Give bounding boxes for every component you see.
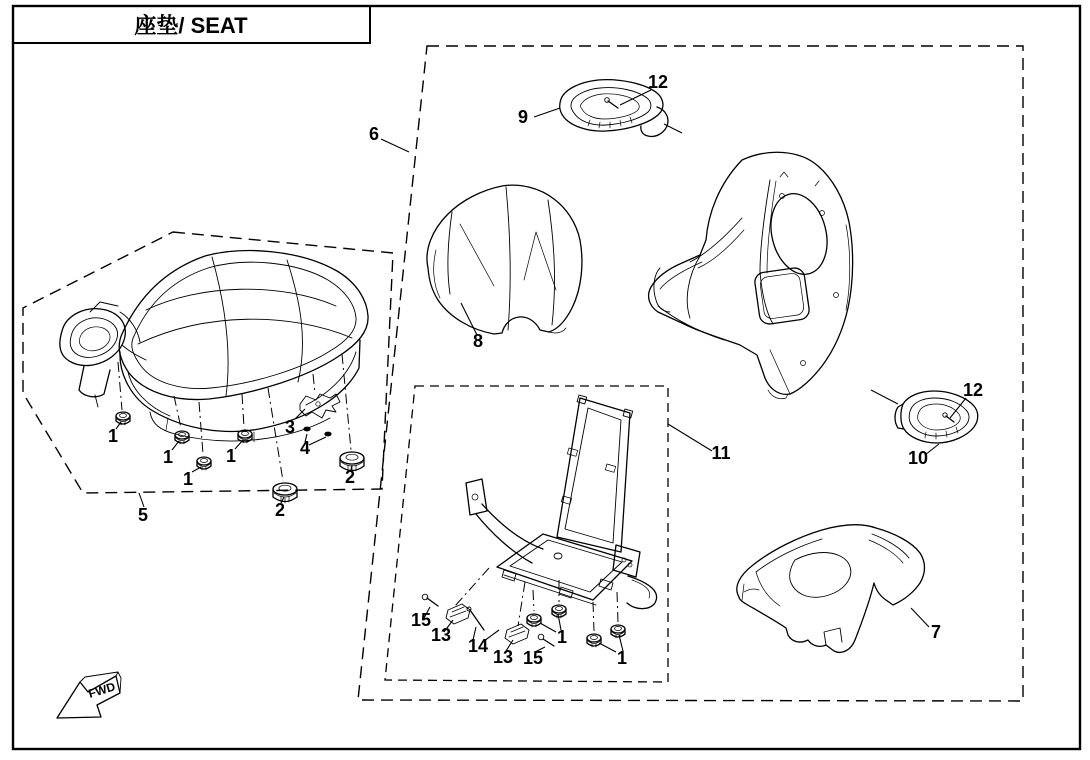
bolt-15 xyxy=(543,639,554,646)
callout-15: 15 xyxy=(522,648,544,668)
callout-2: 2 xyxy=(274,500,286,520)
seat-cushion-drawing xyxy=(119,251,368,442)
callout-1: 1 xyxy=(556,627,568,647)
seat-frame-drawing xyxy=(466,395,657,609)
nut-part4 xyxy=(324,432,331,437)
nut-part4 xyxy=(303,427,310,432)
callout-6: 6 xyxy=(368,124,380,144)
callout-11: 11 xyxy=(711,443,731,463)
callout-1: 1 xyxy=(182,469,194,489)
callout-5: 5 xyxy=(137,505,149,525)
callout-1: 1 xyxy=(225,446,237,466)
mount-cap-1 xyxy=(587,634,601,647)
page-border xyxy=(13,6,1080,749)
bolt-15 xyxy=(427,598,438,606)
frame-box xyxy=(385,386,712,682)
callout-2: 2 xyxy=(344,467,356,487)
component-box xyxy=(358,46,1023,701)
page-title: 座垫/ SEAT xyxy=(134,13,248,38)
fwd-arrow xyxy=(57,672,121,718)
callout-1: 1 xyxy=(107,426,119,446)
callout-7: 7 xyxy=(930,622,942,642)
mount-cap-1 xyxy=(611,625,625,638)
latch-part-drawing xyxy=(300,394,340,436)
grab-handle-right-drawing xyxy=(871,390,978,455)
callout-12: 12 xyxy=(962,380,984,400)
mount-cap-1 xyxy=(527,614,541,627)
callout-10: 10 xyxy=(907,448,929,468)
frame-box-boundary xyxy=(385,386,668,682)
callout-3: 3 xyxy=(284,417,296,437)
mount-cap-1 xyxy=(175,431,189,444)
callout-12: 12 xyxy=(647,72,669,92)
fwd-label: FWD xyxy=(86,679,117,701)
callout-13: 13 xyxy=(430,625,452,645)
callout-4: 4 xyxy=(299,438,311,458)
callout-1: 1 xyxy=(616,648,628,668)
mount-cap-1 xyxy=(116,412,130,425)
backrest-cushion-drawing xyxy=(427,185,582,335)
callout-14: 14 xyxy=(467,636,489,656)
seat-cover-drawing xyxy=(737,525,929,653)
callout-1: 1 xyxy=(162,447,174,467)
callout-15: 15 xyxy=(410,610,432,630)
callout-9: 9 xyxy=(517,107,529,127)
pointer-lines-frame xyxy=(424,607,623,652)
front-rack-drawing xyxy=(60,302,146,407)
callout-13: 13 xyxy=(492,647,514,667)
pin-14 xyxy=(470,610,484,630)
callout-8: 8 xyxy=(472,331,484,351)
mount-cap-1 xyxy=(552,605,566,618)
backrest-panel-drawing xyxy=(649,152,853,398)
seat-assembly-group xyxy=(23,232,393,525)
